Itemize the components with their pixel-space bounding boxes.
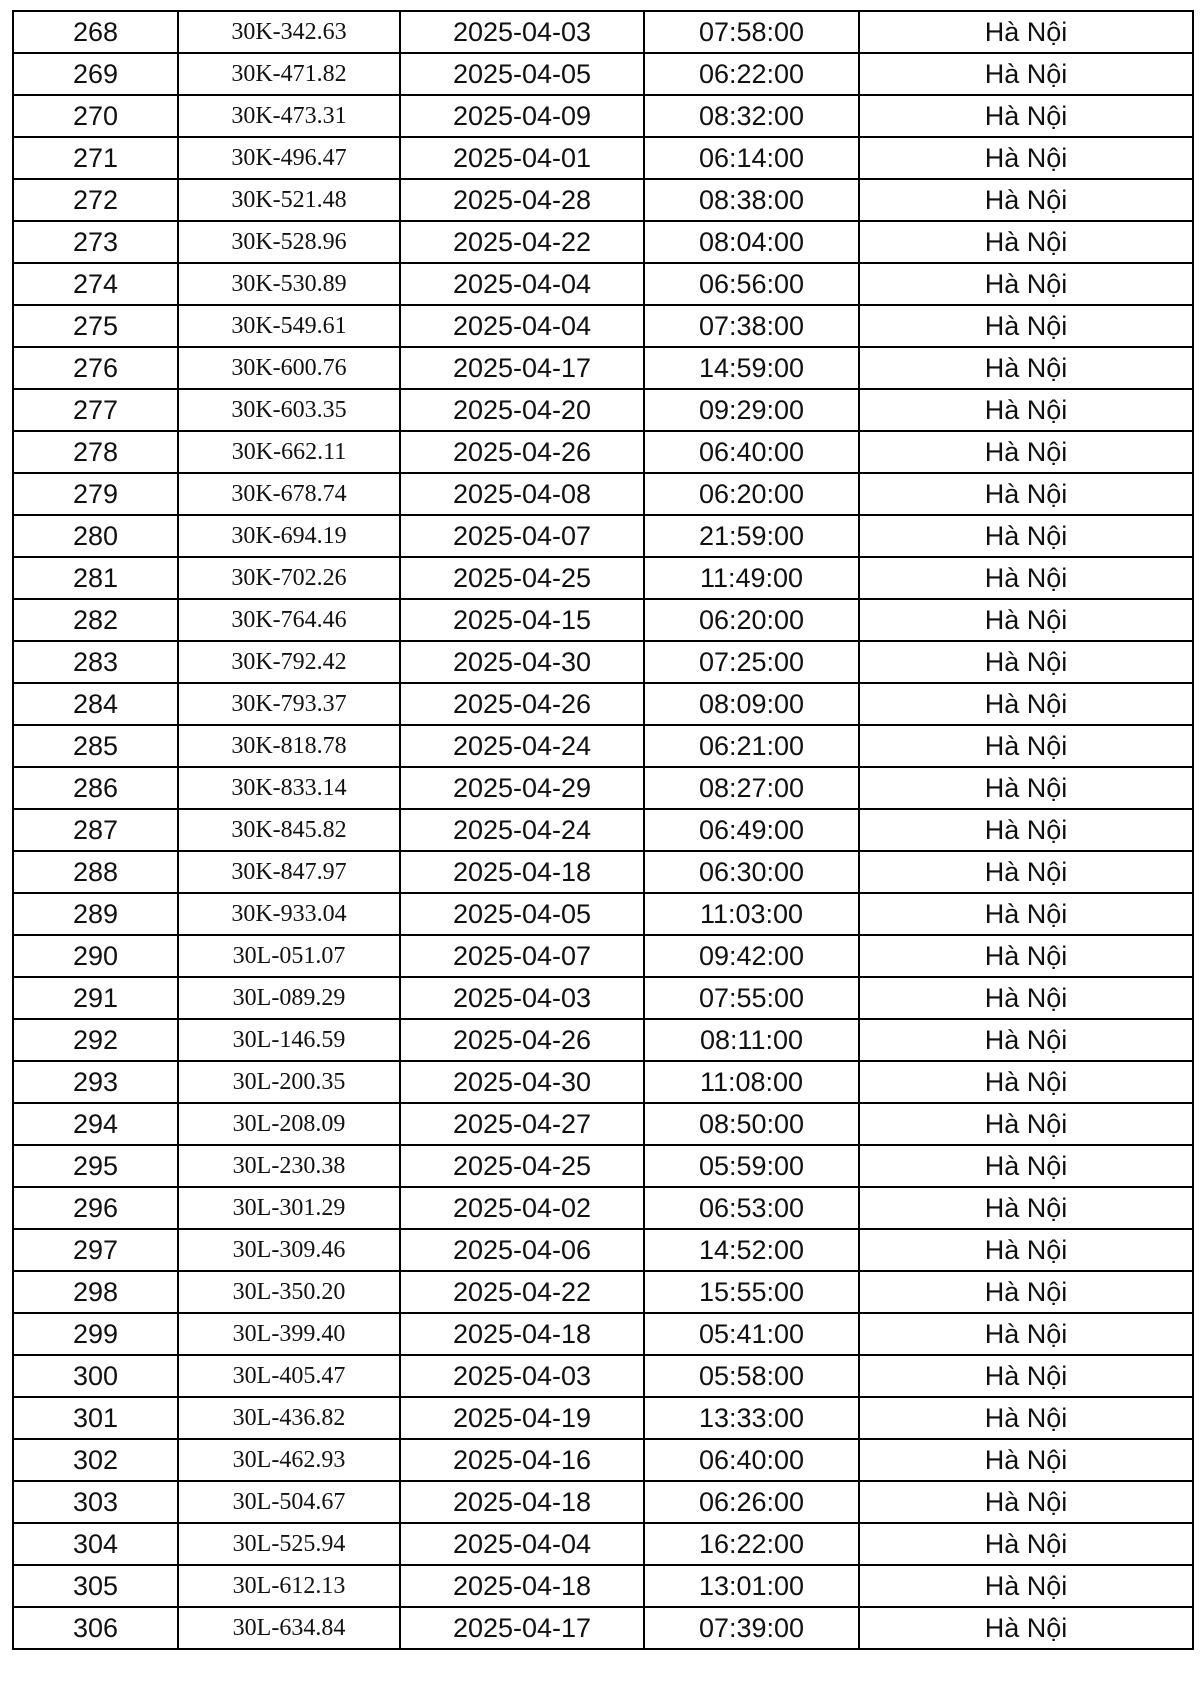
date-cell: 2025-04-27: [400, 1103, 644, 1145]
location-cell: Hà Nội: [859, 347, 1193, 389]
table-row: [13, 935, 1193, 977]
date-cell: 2025-04-08: [400, 473, 644, 515]
row-number-cell: 287: [13, 809, 178, 851]
date-cell: 2025-04-02: [400, 1187, 644, 1229]
date-cell: 2025-04-09: [400, 95, 644, 137]
time-cell: 16:22:00: [644, 1523, 859, 1565]
time-cell: 14:52:00: [644, 1229, 859, 1271]
license-plate-cell: 30K-933.04: [178, 893, 400, 935]
license-plate-cell: 30K-764.46: [178, 599, 400, 641]
date-cell: 2025-04-30: [400, 641, 644, 683]
location-cell: Hà Nội: [859, 221, 1193, 263]
date-cell: 2025-04-22: [400, 221, 644, 263]
row-number-cell: 303: [13, 1481, 178, 1523]
time-cell: 06:40:00: [644, 431, 859, 473]
location-cell: Hà Nội: [859, 641, 1193, 683]
date-cell: 2025-04-05: [400, 893, 644, 935]
table-row: [13, 1187, 1193, 1229]
time-cell: 08:04:00: [644, 221, 859, 263]
location-cell: Hà Nội: [859, 1607, 1193, 1649]
row-number-cell: 286: [13, 767, 178, 809]
location-cell: Hà Nội: [859, 557, 1193, 599]
time-cell: 07:55:00: [644, 977, 859, 1019]
location-cell: Hà Nội: [859, 305, 1193, 347]
license-plate-cell: 30K-471.82: [178, 53, 400, 95]
row-number-cell: 283: [13, 641, 178, 683]
location-cell: Hà Nội: [859, 473, 1193, 515]
table-row: [13, 95, 1193, 137]
row-number-cell: 270: [13, 95, 178, 137]
time-cell: 06:26:00: [644, 1481, 859, 1523]
location-cell: Hà Nội: [859, 11, 1193, 53]
license-plate-cell: 30L-436.82: [178, 1397, 400, 1439]
date-cell: 2025-04-17: [400, 347, 644, 389]
location-cell: Hà Nội: [859, 1145, 1193, 1187]
location-cell: Hà Nội: [859, 431, 1193, 473]
location-cell: Hà Nội: [859, 1019, 1193, 1061]
license-plate-cell: 30K-847.97: [178, 851, 400, 893]
table-row: [13, 137, 1193, 179]
row-number-cell: 299: [13, 1313, 178, 1355]
license-plate-cell: 30K-833.14: [178, 767, 400, 809]
table-row: [13, 1481, 1193, 1523]
license-plate-cell: 30L-208.09: [178, 1103, 400, 1145]
date-cell: 2025-04-05: [400, 53, 644, 95]
location-cell: Hà Nội: [859, 725, 1193, 767]
license-plate-cell: 30K-473.31: [178, 95, 400, 137]
row-number-cell: 289: [13, 893, 178, 935]
table-body: [13, 11, 1193, 1649]
time-cell: 09:29:00: [644, 389, 859, 431]
row-number-cell: 301: [13, 1397, 178, 1439]
location-cell: Hà Nội: [859, 809, 1193, 851]
location-cell: Hà Nội: [859, 95, 1193, 137]
date-cell: 2025-04-04: [400, 305, 644, 347]
time-cell: 14:59:00: [644, 347, 859, 389]
row-number-cell: 275: [13, 305, 178, 347]
row-number-cell: 278: [13, 431, 178, 473]
time-cell: 08:27:00: [644, 767, 859, 809]
row-number-cell: 305: [13, 1565, 178, 1607]
date-cell: 2025-04-04: [400, 1523, 644, 1565]
time-cell: 08:11:00: [644, 1019, 859, 1061]
table-row: [13, 179, 1193, 221]
time-cell: 06:21:00: [644, 725, 859, 767]
time-cell: 06:30:00: [644, 851, 859, 893]
table-row: [13, 1313, 1193, 1355]
date-cell: 2025-04-16: [400, 1439, 644, 1481]
row-number-cell: 290: [13, 935, 178, 977]
date-cell: 2025-04-28: [400, 179, 644, 221]
table-row: [13, 725, 1193, 767]
license-plate-cell: 30K-603.35: [178, 389, 400, 431]
table-row: [13, 11, 1193, 53]
time-cell: 08:09:00: [644, 683, 859, 725]
license-plate-cell: 30K-694.19: [178, 515, 400, 557]
row-number-cell: 279: [13, 473, 178, 515]
date-cell: 2025-04-19: [400, 1397, 644, 1439]
date-cell: 2025-04-26: [400, 683, 644, 725]
license-plate-cell: 30K-530.89: [178, 263, 400, 305]
date-cell: 2025-04-24: [400, 809, 644, 851]
location-cell: Hà Nội: [859, 53, 1193, 95]
row-number-cell: 282: [13, 599, 178, 641]
license-plate-cell: 30K-496.47: [178, 137, 400, 179]
location-cell: Hà Nội: [859, 893, 1193, 935]
table-row: [13, 53, 1193, 95]
location-cell: Hà Nội: [859, 1355, 1193, 1397]
time-cell: 06:14:00: [644, 137, 859, 179]
time-cell: 13:33:00: [644, 1397, 859, 1439]
table-row: [13, 221, 1193, 263]
table-row: [13, 515, 1193, 557]
license-plate-cell: 30K-792.42: [178, 641, 400, 683]
date-cell: 2025-04-15: [400, 599, 644, 641]
violations-table: [12, 10, 1194, 1650]
table-row: [13, 767, 1193, 809]
location-cell: Hà Nội: [859, 1103, 1193, 1145]
time-cell: 08:32:00: [644, 95, 859, 137]
location-cell: Hà Nội: [859, 767, 1193, 809]
time-cell: 21:59:00: [644, 515, 859, 557]
table-row: [13, 683, 1193, 725]
table-row: [13, 1397, 1193, 1439]
row-number-cell: 285: [13, 725, 178, 767]
location-cell: Hà Nội: [859, 389, 1193, 431]
license-plate-cell: 30L-612.13: [178, 1565, 400, 1607]
license-plate-cell: 30L-200.35: [178, 1061, 400, 1103]
license-plate-cell: 30L-462.93: [178, 1439, 400, 1481]
row-number-cell: 294: [13, 1103, 178, 1145]
license-plate-cell: 30L-504.67: [178, 1481, 400, 1523]
time-cell: 06:20:00: [644, 473, 859, 515]
location-cell: Hà Nội: [859, 1187, 1193, 1229]
table-row: [13, 263, 1193, 305]
row-number-cell: 274: [13, 263, 178, 305]
license-plate-cell: 30K-845.82: [178, 809, 400, 851]
time-cell: 07:58:00: [644, 11, 859, 53]
row-number-cell: 295: [13, 1145, 178, 1187]
date-cell: 2025-04-04: [400, 263, 644, 305]
date-cell: 2025-04-17: [400, 1607, 644, 1649]
time-cell: 05:58:00: [644, 1355, 859, 1397]
date-cell: 2025-04-07: [400, 935, 644, 977]
table-row: [13, 893, 1193, 935]
row-number-cell: 284: [13, 683, 178, 725]
row-number-cell: 297: [13, 1229, 178, 1271]
date-cell: 2025-04-18: [400, 851, 644, 893]
location-cell: Hà Nội: [859, 1229, 1193, 1271]
row-number-cell: 300: [13, 1355, 178, 1397]
location-cell: Hà Nội: [859, 1397, 1193, 1439]
row-number-cell: 291: [13, 977, 178, 1019]
time-cell: 05:41:00: [644, 1313, 859, 1355]
location-cell: Hà Nội: [859, 977, 1193, 1019]
location-cell: Hà Nội: [859, 137, 1193, 179]
license-plate-cell: 30K-678.74: [178, 473, 400, 515]
row-number-cell: 269: [13, 53, 178, 95]
time-cell: 11:08:00: [644, 1061, 859, 1103]
table-row: [13, 1229, 1193, 1271]
table-row: [13, 1355, 1193, 1397]
license-plate-cell: 30L-089.29: [178, 977, 400, 1019]
row-number-cell: 272: [13, 179, 178, 221]
license-plate-cell: 30K-662.11: [178, 431, 400, 473]
row-number-cell: 281: [13, 557, 178, 599]
license-plate-cell: 30L-525.94: [178, 1523, 400, 1565]
time-cell: 07:38:00: [644, 305, 859, 347]
row-number-cell: 298: [13, 1271, 178, 1313]
table-row: [13, 389, 1193, 431]
date-cell: 2025-04-03: [400, 977, 644, 1019]
table-row: [13, 1565, 1193, 1607]
table-row: [13, 809, 1193, 851]
time-cell: 06:49:00: [644, 809, 859, 851]
time-cell: 11:03:00: [644, 893, 859, 935]
table-row: [13, 1103, 1193, 1145]
table-row: [13, 1061, 1193, 1103]
row-number-cell: 268: [13, 11, 178, 53]
table-row: [13, 347, 1193, 389]
date-cell: 2025-04-20: [400, 389, 644, 431]
time-cell: 08:50:00: [644, 1103, 859, 1145]
date-cell: 2025-04-06: [400, 1229, 644, 1271]
row-number-cell: 271: [13, 137, 178, 179]
table-row: [13, 473, 1193, 515]
location-cell: Hà Nội: [859, 599, 1193, 641]
location-cell: Hà Nội: [859, 179, 1193, 221]
license-plate-cell: 30L-309.46: [178, 1229, 400, 1271]
table-row: [13, 1439, 1193, 1481]
date-cell: 2025-04-07: [400, 515, 644, 557]
row-number-cell: 293: [13, 1061, 178, 1103]
license-plate-cell: 30K-521.48: [178, 179, 400, 221]
time-cell: 09:42:00: [644, 935, 859, 977]
table-row: [13, 557, 1193, 599]
license-plate-cell: 30K-818.78: [178, 725, 400, 767]
license-plate-cell: 30L-405.47: [178, 1355, 400, 1397]
date-cell: 2025-04-03: [400, 11, 644, 53]
location-cell: Hà Nội: [859, 851, 1193, 893]
location-cell: Hà Nội: [859, 683, 1193, 725]
time-cell: 06:53:00: [644, 1187, 859, 1229]
license-plate-cell: 30L-350.20: [178, 1271, 400, 1313]
date-cell: 2025-04-03: [400, 1355, 644, 1397]
table-row: [13, 1145, 1193, 1187]
table-row: [13, 599, 1193, 641]
location-cell: Hà Nội: [859, 1439, 1193, 1481]
row-number-cell: 304: [13, 1523, 178, 1565]
row-number-cell: 276: [13, 347, 178, 389]
date-cell: 2025-04-26: [400, 431, 644, 473]
license-plate-cell: 30K-549.61: [178, 305, 400, 347]
location-cell: Hà Nội: [859, 1271, 1193, 1313]
location-cell: Hà Nội: [859, 1565, 1193, 1607]
date-cell: 2025-04-18: [400, 1481, 644, 1523]
license-plate-cell: 30K-600.76: [178, 347, 400, 389]
license-plate-cell: 30K-528.96: [178, 221, 400, 263]
table-row: [13, 1271, 1193, 1313]
table-row: [13, 305, 1193, 347]
date-cell: 2025-04-18: [400, 1313, 644, 1355]
license-plate-cell: 30L-230.38: [178, 1145, 400, 1187]
row-number-cell: 306: [13, 1607, 178, 1649]
location-cell: Hà Nội: [859, 1481, 1193, 1523]
time-cell: 06:40:00: [644, 1439, 859, 1481]
time-cell: 11:49:00: [644, 557, 859, 599]
license-plate-cell: 30L-399.40: [178, 1313, 400, 1355]
table-row: [13, 977, 1193, 1019]
time-cell: 08:38:00: [644, 179, 859, 221]
time-cell: 05:59:00: [644, 1145, 859, 1187]
row-number-cell: 296: [13, 1187, 178, 1229]
row-number-cell: 273: [13, 221, 178, 263]
license-plate-cell: 30K-702.26: [178, 557, 400, 599]
row-number-cell: 288: [13, 851, 178, 893]
time-cell: 06:22:00: [644, 53, 859, 95]
date-cell: 2025-04-24: [400, 725, 644, 767]
table-row: [13, 851, 1193, 893]
date-cell: 2025-04-18: [400, 1565, 644, 1607]
license-plate-cell: 30L-051.07: [178, 935, 400, 977]
location-cell: Hà Nội: [859, 935, 1193, 977]
table-row: [13, 431, 1193, 473]
location-cell: Hà Nội: [859, 1523, 1193, 1565]
location-cell: Hà Nội: [859, 1313, 1193, 1355]
location-cell: Hà Nội: [859, 263, 1193, 305]
time-cell: 13:01:00: [644, 1565, 859, 1607]
license-plate-cell: 30K-342.63: [178, 11, 400, 53]
date-cell: 2025-04-22: [400, 1271, 644, 1313]
time-cell: 07:25:00: [644, 641, 859, 683]
time-cell: 06:56:00: [644, 263, 859, 305]
time-cell: 07:39:00: [644, 1607, 859, 1649]
table-row: [13, 1019, 1193, 1061]
license-plate-cell: 30K-793.37: [178, 683, 400, 725]
row-number-cell: 280: [13, 515, 178, 557]
table-row: [13, 1607, 1193, 1649]
time-cell: 06:20:00: [644, 599, 859, 641]
license-plate-cell: 30L-634.84: [178, 1607, 400, 1649]
row-number-cell: 277: [13, 389, 178, 431]
license-plate-cell: 30L-146.59: [178, 1019, 400, 1061]
row-number-cell: 292: [13, 1019, 178, 1061]
date-cell: 2025-04-29: [400, 767, 644, 809]
date-cell: 2025-04-30: [400, 1061, 644, 1103]
date-cell: 2025-04-25: [400, 1145, 644, 1187]
date-cell: 2025-04-01: [400, 137, 644, 179]
time-cell: 15:55:00: [644, 1271, 859, 1313]
location-cell: Hà Nội: [859, 515, 1193, 557]
license-plate-cell: 30L-301.29: [178, 1187, 400, 1229]
date-cell: 2025-04-26: [400, 1019, 644, 1061]
location-cell: Hà Nội: [859, 1061, 1193, 1103]
table-row: [13, 641, 1193, 683]
date-cell: 2025-04-25: [400, 557, 644, 599]
row-number-cell: 302: [13, 1439, 178, 1481]
table-row: [13, 1523, 1193, 1565]
